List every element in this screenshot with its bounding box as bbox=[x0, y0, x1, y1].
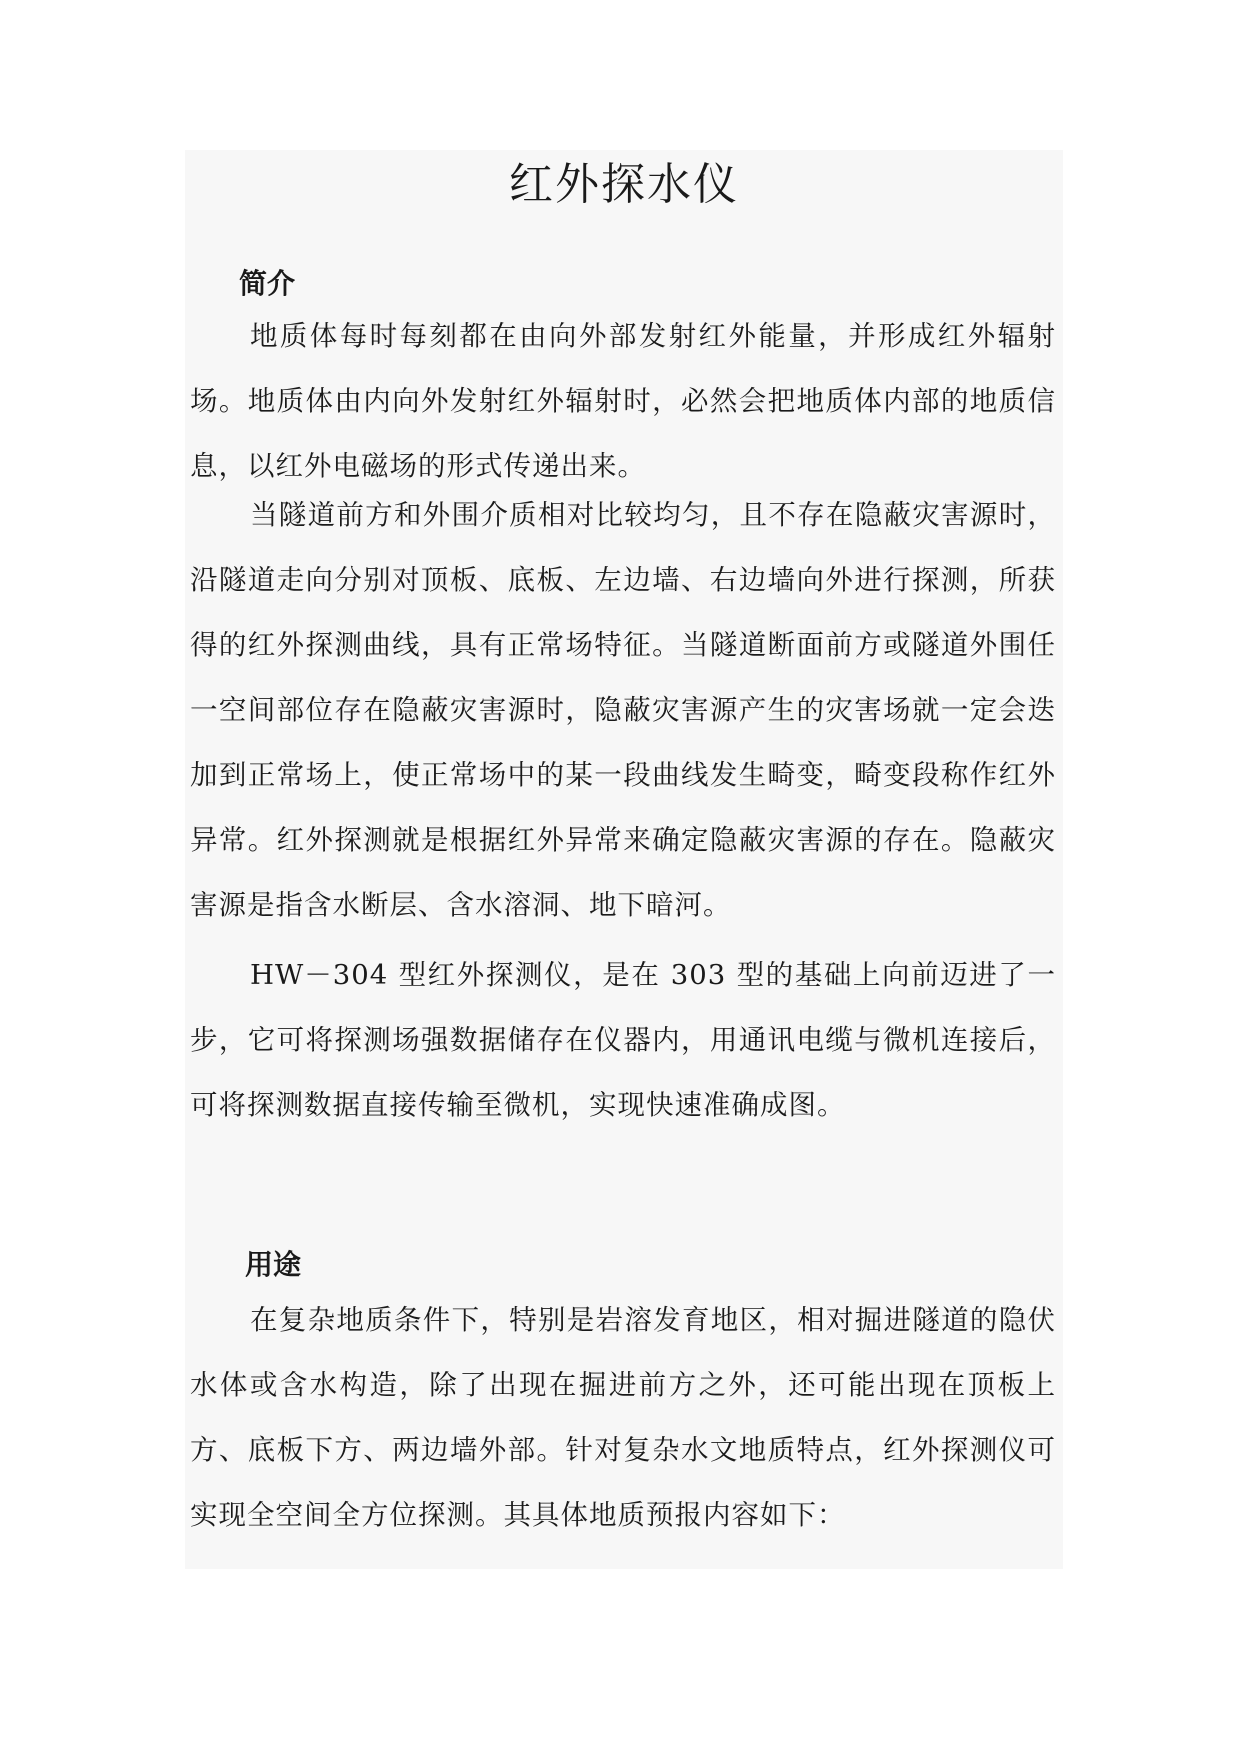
document-body bbox=[185, 150, 1063, 1569]
document-title: 红外探水仪 bbox=[509, 159, 739, 210]
paragraph-intro-2: 当隧道前方和外围介质相对比较均匀，且不存在隐蔽灾害源时，沿隧道走向分别对顶板、底板、左边墙、右边墙向外进行探测，所获得的红外探测曲线，具有正常场特征。当隧道断面前方或隧道外围任一空间部位存在隐蔽灾害源时，隐蔽灾害源产生的灾害场就一定会迭加到正常场上，使正常场中的某一段曲线发生畸变，畸变段称作红外异常。红外探测就是根据红外异常来确定隐蔽灾害源的存在。隐蔽灾害源是指含水断层、含水溶洞、地下暗河。 bbox=[190, 499, 1056, 921]
section-heading-intro: 简介 bbox=[239, 267, 296, 300]
paragraph-intro-1: 地质体每时每刻都在由向外部发射红外能量，并形成红外辐射场。地质体由内向外发射红外辐射时，必然会把地质体内部的地质信息，以红外电磁场的形式传递出来。 bbox=[190, 320, 1056, 482]
paragraph-intro-3: HW－304 型红外探测仪，是在 303 型的基础上向前迈进了一步，它可将探测场强数据储存在仪器内，用通讯电缆与微机连接后，可将探测数据直接传输至微机，实现快速准确成图。 bbox=[190, 959, 1056, 1121]
paragraph-usage-1: 在复杂地质条件下，特别是岩溶发育地区，相对掘进隧道的隐伏水体或含水构造，除了出现在掘进前方之外，还可能出现在顶板上方、底板下方、两边墙外部。针对复杂水文地质特点，红外探测仪可实现全空间全方位探测。其具体地质预报内容如下： bbox=[190, 1304, 1056, 1531]
section-heading-usage: 用途 bbox=[245, 1248, 302, 1281]
